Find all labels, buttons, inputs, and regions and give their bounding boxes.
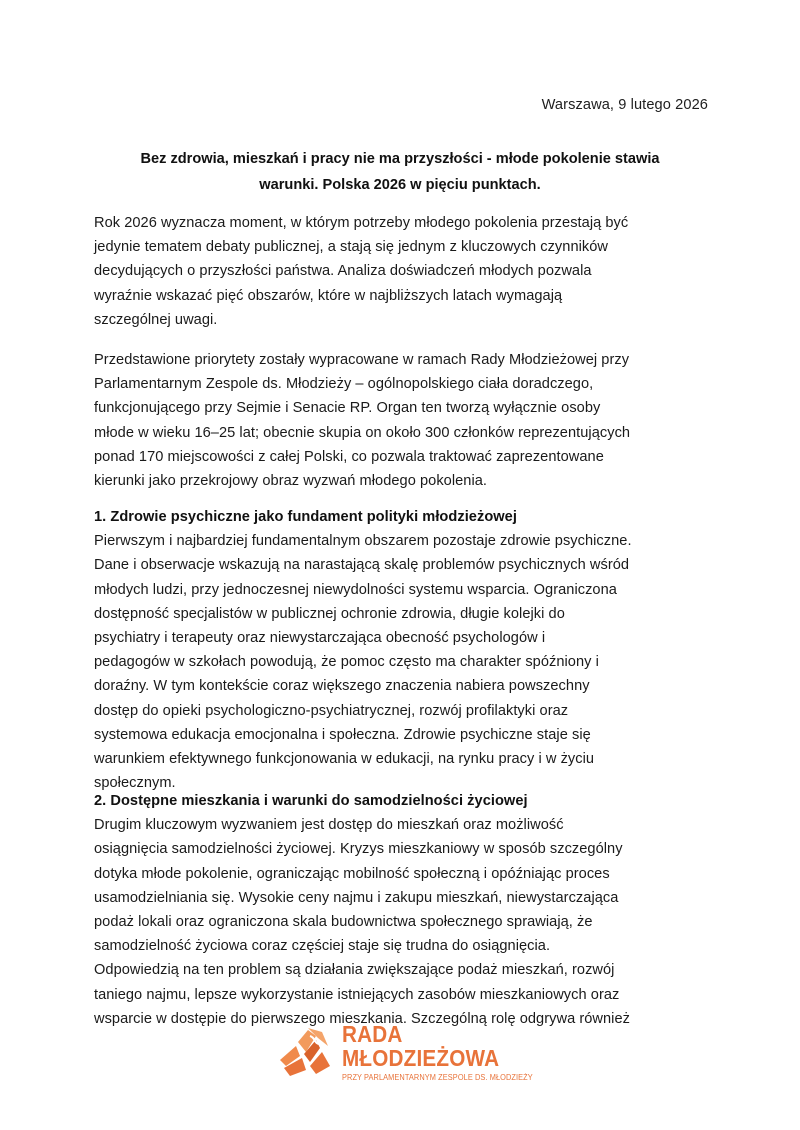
text-line: podaż lokali oraz ograniczona skala budownictwa społecznego sprawiają, że (94, 914, 593, 931)
text-line: wyraźnie wskazać pięć obszarów, które w najbliższych latach wymagają (94, 287, 563, 304)
text-line: wsparcie w dostępie do pierwszego mieszkania. Szczególną rolę odgrywa również (94, 1010, 630, 1027)
text-line: osiągnięcia samodzielności życiowej. Kryzys mieszkaniowy w sposób szczególny (94, 841, 623, 858)
footer-logo (276, 1021, 536, 1082)
title-line: warunki. Polska 2026 w pięciu punktach. (259, 177, 541, 193)
text-line: pedagogów w szkołach powodują, że pomoc często ma charakter spóźniony i (94, 654, 599, 671)
section-heading: 2. Dostępne mieszkania i warunki do samodzielności życiowej (94, 793, 528, 809)
text-line: Parlamentarnym Zespole ds. Młodzieży – ogólnopolskiego ciała doradczego, (94, 376, 594, 393)
context-paragraph (94, 348, 714, 493)
rada-mlodziezowa-logo-icon (276, 1026, 334, 1078)
section-mental-health (94, 505, 714, 795)
text-line: usamodzielniania się. Wysokie ceny najmu i zakupu mieszkań, niewystarczająca (94, 889, 619, 906)
text-line: Pierwszym i najbardziej fundamentalnym obszarem pozostaje zdrowie psychiczne. (94, 533, 632, 550)
text-line: Odpowiedzią na ten problem są działania zwiększające podaż mieszkań, rozwój (94, 962, 615, 979)
intro-paragraph (94, 211, 714, 332)
text-line: samodzielność życiowa coraz częściej staje się trudna do osiągnięcia. (94, 938, 551, 955)
section-heading: 1. Zdrowie psychiczne jako fundament polityki młodzieżowej (94, 509, 517, 525)
text-line: szczególnej uwagi. (94, 311, 218, 328)
title-line: Bez zdrowia, mieszkań i pracy nie ma przyszłości - młode pokolenie stawia (140, 151, 660, 167)
text-line: taniego najmu, lepsze wykorzystanie istniejących zasobów mieszkaniowych oraz (94, 986, 620, 1003)
text-line: ponad 170 miejscowości z całej Polski, co pozwala traktować zaprezentowane (94, 448, 604, 465)
text-line: jedynie tematem debaty publicznej, a stają się jednym z kluczowych czynników (94, 239, 609, 256)
text-line: systemowa edukacja emocjonalna i społeczna. Zdrowie psychiczne staje się (94, 726, 591, 743)
text-line: Przedstawione priorytety zostały wypracowane w ramach Rady Młodzieżowej przy (94, 352, 630, 368)
text-line: dostęp do opieki psychologiczno-psychiatrycznej, rozwój profilaktyki oraz (94, 702, 569, 719)
logo-text (342, 1022, 564, 1082)
document-date: Warszawa, 9 lutego 2026 (541, 97, 708, 113)
text-line: młodych ludzi, przy jednoczesnej niewydolności systemu wsparcia. Ograniczona (94, 581, 617, 598)
document-title (100, 146, 700, 198)
text-line: dostępność specjalistów w publicznej ochronie zdrowia, długie kolejki do (94, 605, 565, 622)
text-line: decydujących o przyszłości państwa. Analiza doświadczeń młodych pozwala (94, 263, 592, 280)
text-line: funkcjonującego przy Sejmie i Senacie RP. Organ ten tworzą wyłącznie osoby (94, 400, 601, 417)
text-line: psychiatry i terapeuty oraz niewystarczająca obecność psychologów i (94, 630, 546, 647)
text-line: warunkiem efektywnego funkcjonowania w edukacji, na rynku pracy i w życiu (94, 751, 595, 768)
org-name: RADA MŁODZIEŻOWA (342, 1021, 500, 1071)
text-line: Dane i obserwacje wskazują na narastającą skalę problemów psychicznych wśród (94, 557, 630, 574)
text-line: kierunki jako przekrojowy obraz wyzwań młodego pokolenia. (94, 473, 488, 490)
text-line: Rok 2026 wyznacza moment, w którym potrzeby młodego pokolenia przestają być (94, 215, 629, 231)
text-line: młode w wieku 16–25 lat; obecnie skupia on około 300 członków reprezentujących (94, 424, 631, 441)
text-line: Drugim kluczowym wyzwaniem jest dostęp do mieszkań oraz możliwość (94, 817, 564, 834)
org-subtitle: PRZY PARLAMENTARNYM ZESPOLE DS. MŁODZIEŻY (342, 1072, 533, 1082)
text-line: dotyka młode pokolenie, ograniczając mobilność społeczną i opóźniając proces (94, 865, 610, 882)
text-line: społecznym. (94, 775, 176, 792)
section-housing (94, 789, 714, 1031)
text-line: doraźny. W tym kontekście coraz większego znaczenia nabiera powszechny (94, 678, 590, 695)
